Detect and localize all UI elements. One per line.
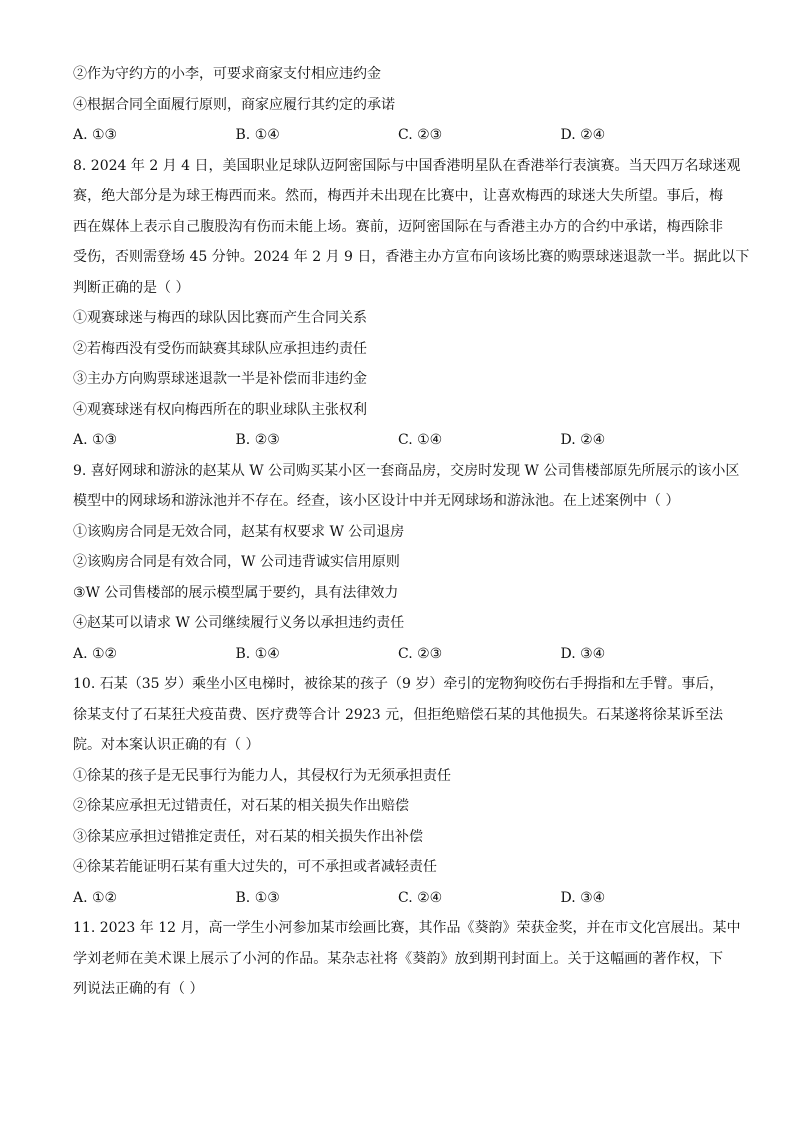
q9-option-b: B. ①④ — [235, 645, 280, 662]
q11-stem-line: 列说法正确的有（ ） — [73, 981, 204, 997]
q10-item-4: ④徐某若能证明石某有重大过失的，可不承担或者减轻责任 — [73, 859, 437, 875]
question-9 — [73, 461, 740, 665]
question-7-continued — [73, 64, 723, 146]
q9-option-a: A. ①② — [73, 645, 118, 662]
q9-stem — [73, 461, 740, 513]
question-11 — [73, 918, 741, 1000]
q8-stem-line: 受伤，否则需登场 45 分钟。2024 年 2 月 9 日，香港主办方宣布向该场比赛的购票球迷退款一半。据此以下 — [73, 249, 750, 265]
q8-option-a: A. ①③ — [73, 432, 118, 448]
q10-option-b: B. ①③ — [235, 889, 280, 906]
q9-item-2: ②该购房合同是有效合同，W 公司违背诚实信用原则 — [73, 554, 400, 570]
q7-options — [73, 125, 723, 146]
document-content — [73, 64, 750, 1010]
q9-stem-line: 模型中的网球场和游泳池并不存在。经查，该小区设计中并无网球场和游泳池。在上述案例中（ ） — [73, 493, 680, 509]
q11-stem-line: 学刘老师在美术课上展示了小河的作品。某杂志社将《葵韵》放到期刊封面上。关于这幅画的著作权，下 — [73, 950, 723, 967]
q9-item-3: ③W 公司售楼部的展示模型属于要约，具有法律效力 — [73, 584, 399, 601]
q8-stem-line: 西在媒体上表示自己腹股沟有伤而未能上场。赛前，迈阿密国际在与香港主办方的合约中承诺，梅西除非 — [73, 218, 723, 235]
q7-item-4: ④根据合同全面履行原则，商家应履行其约定的承诺 — [73, 96, 395, 113]
q9-item-4: ④赵某可以请求 W 公司继续履行义务以承担违约责任 — [73, 615, 405, 631]
q7-option-a: A. ①③ — [73, 127, 118, 143]
q10-options — [73, 888, 723, 909]
q9-option-c: C. ②③ — [398, 645, 443, 662]
q11-stem-line: 11. 2023 年 12 月，高一学生小河参加某市绘画比赛，其作品《葵韵》荣获金奖，并在市文化宫展出。某中 — [73, 920, 741, 936]
q10-stem-line: 徐某支付了石某狂犬疫苗费、医疗费等合计 2923 元，但拒绝赔偿石某的其他损失。石某遂将徐某诉至法 — [73, 706, 723, 723]
q8-stem — [73, 156, 750, 299]
q10-option-a: A. ①② — [73, 889, 118, 906]
q10-option-c: C. ②④ — [398, 889, 443, 906]
q10-item-3: ③徐某应承担过错推定责任，对石某的相关损失作出补偿 — [73, 828, 423, 845]
q8-option-d: D. ②④ — [560, 432, 606, 448]
q7-item-2: ②作为守约方的小李，可要求商家支付相应违约金 — [73, 66, 381, 82]
q8-option-c: C. ①④ — [398, 432, 443, 448]
q7-option-c: C. ②③ — [398, 127, 443, 143]
question-10 — [73, 674, 723, 909]
q8-stem-line: 判断正确的是（ ） — [73, 279, 190, 296]
q8-options — [73, 430, 723, 451]
q9-options — [73, 644, 723, 665]
q8-item-4: ④观赛球迷有权向梅西所在的职业球队主张权利 — [73, 401, 367, 418]
q8-stem-line: 8. 2024 年 2 月 4 日，美国职业足球队迈阿密国际与中国香港明星队在香港举行表演赛。当天四万名球迷观 — [73, 157, 741, 174]
q8-item-3: ③主办方向购票球迷退款一半是补偿而非违约金 — [73, 371, 367, 387]
q8-item-2: ②若梅西没有受伤而缺赛其球队应承担违约责任 — [73, 340, 367, 357]
q9-stem-line: 9. 喜好网球和游泳的赵某从 W 公司购买某小区一套商品房，交房时发现 W 公司售楼部原先所展示的该小区 — [73, 462, 740, 479]
q7-option-d: D. ②④ — [560, 127, 606, 143]
q10-stem — [73, 674, 723, 756]
q8-option-b: B. ②③ — [235, 432, 280, 448]
q7-option-b: B. ①④ — [235, 127, 280, 143]
question-8 — [73, 156, 750, 452]
q11-stem — [73, 918, 741, 1000]
q10-stem-line: 10. 石某（35 岁）乘坐小区电梯时，被徐某的孩子（9 岁）牵引的宠物狗咬伤右手拇指和左手臂。事后， — [73, 676, 724, 692]
q8-item-1: ①观赛球迷与梅西的球队因比赛而产生合同关系 — [73, 310, 367, 326]
q10-item-1: ①徐某的孩子是无民事行为能力人，其侵权行为无须承担责任 — [73, 767, 451, 784]
q9-item-1: ①该购房合同是无效合同，赵某有权要求 W 公司退房 — [73, 523, 405, 540]
q10-item-2: ②徐某应承担无过错责任，对石某的相关损失作出赔偿 — [73, 798, 409, 814]
q9-option-d: D. ③④ — [560, 645, 606, 662]
q10-stem-line: 院。对本案认识正确的有（ ） — [73, 737, 260, 753]
q8-stem-line: 赛，绝大部分是为球王梅西而来。然而，梅西并未出现在比赛中，让喜欢梅西的球迷大失所望。事后，梅 — [73, 188, 723, 204]
q10-option-d: D. ③④ — [560, 889, 606, 906]
